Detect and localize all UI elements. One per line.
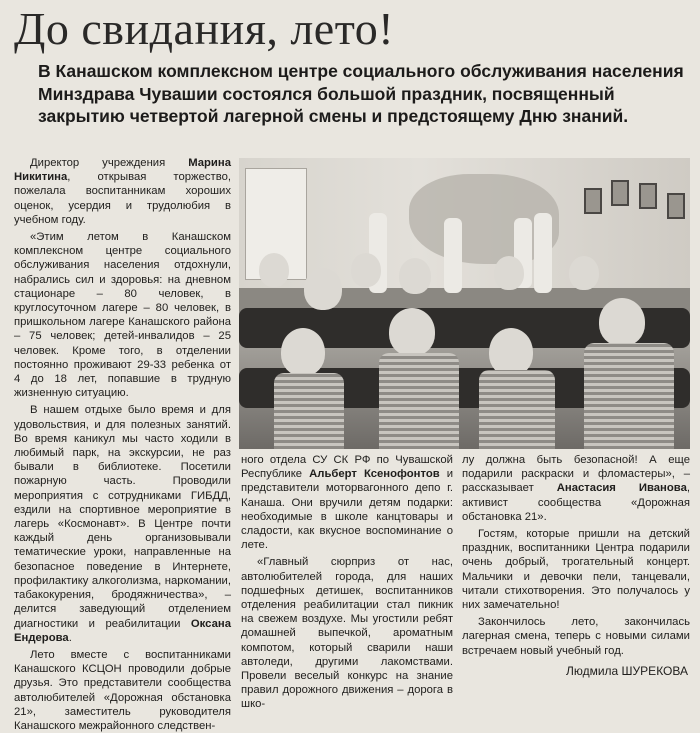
lead-paragraph: В Канашском комплексном центре социального обслуживания населения Минздрава Чувашии состоялся большой праздник, посвященный закрытию четвертой лагерной смены и предстоящему Дню знаний. xyxy=(38,61,684,126)
column-1 xyxy=(14,156,231,733)
col1-paragraph-4: Лето вместе с воспитанниками Канашского КСЦОН проводили добрые друзья. Это представители сообщества автолюбителей «Дорожная обстановка 21», заместитель руководителя Канашского межрайонного следствен- xyxy=(14,648,231,732)
director-name: Марина Никитина xyxy=(14,157,231,184)
event-photo xyxy=(239,158,690,449)
col2-paragraph-1: ного отдела СУ СК РФ по Чувашской Республике Альберт Ксенофонтов и представители моторвагонного депо г. Канаша. Они вручили детям подарки: необходимые в школе канцтовары и сладости, как вкусное воспоминание о лете. xyxy=(241,454,454,552)
col2-paragraph-2: «Главный сюрприз от нас, автолюбителей города, для наших подшефных детишек, воспитанников отделения реабилитации стал пикник на свежем воздухе. Мы угостили ребят домашней выпечкой, ароматным компотом, который сварили наши автоледи, другими лакомствами. Провели веселый конкурс на знание правил дорожного движения – дорога в шко- xyxy=(241,556,453,711)
col3-paragraph-2: Гостям, которые пришли на детский праздник, воспитанники Центра подарили очень добрый, трогательный концерт. Мальчики и девочки пели, танцевали, читали стихотворения. Это получалось у них замечательно! xyxy=(462,528,690,612)
column-3 xyxy=(462,453,690,658)
official-name: Альберт Ксенофонтов xyxy=(309,468,440,481)
author-byline: Людмила ШУРЕКОВА xyxy=(565,664,688,678)
activist-name: Анастасия Иванова xyxy=(556,482,687,495)
head-name: Оксана Ендерова xyxy=(14,617,231,644)
col1-paragraph-2: «Этим летом в Канашском комплексном центре социального обслуживания населения отдохнули, набрались сил и здоровья: на дневном стационаре – 80 человек, в круглосуточном лагере – 80 человек, в пришкольном лагере Канашского района – 75 человек; детей-инвалидов – 25 человек. Кроме того, в отделении постоянно проживают 29-33 ребенка от 4 до 18 лет, попавшие в трудную жизненную ситуацию. xyxy=(14,231,231,400)
col3-paragraph-1: лу должна быть безопасной! А еще подарили раскраски и фломастеры», – рассказывает Анастасия Иванова, активист сообщества «Дорожная обстановка 21». xyxy=(462,454,691,523)
col1-paragraph-3: В нашем отдыхе было время и для удовольствия, и для полезных занятий. Во время каникул мы часто ходили в любимый парк, на экскурсии, не раз бывали в библиотеке. Посетили пожарную часть. Проводили мероприятия с сотрудниками ГИБДД, ездили на спортивное мероприятие в лагерь «Космонавт». В Центре почти каждый день организовывали тематические уроки, направленные на безопасное поведение в Интернете, профилактику алкоголизма, наркомании, табакокурения, бродяжничества», – делится заведующий отделением диагностики и реабилитации Оксана Ендерова. xyxy=(14,404,231,644)
headline: До свидания, лето! xyxy=(14,3,395,54)
col1-paragraph-1: Директор учреждения Марина Никитина, открывая торжество, пожелала воспитанникам хороших оценок, усердия и трудолюбия в учебном году. xyxy=(14,157,231,226)
column-2 xyxy=(241,453,453,712)
col3-paragraph-3: Закончилось лето, закончилась лагерная смена, теперь с новыми силами встречаем новый учебный год. xyxy=(462,616,690,657)
